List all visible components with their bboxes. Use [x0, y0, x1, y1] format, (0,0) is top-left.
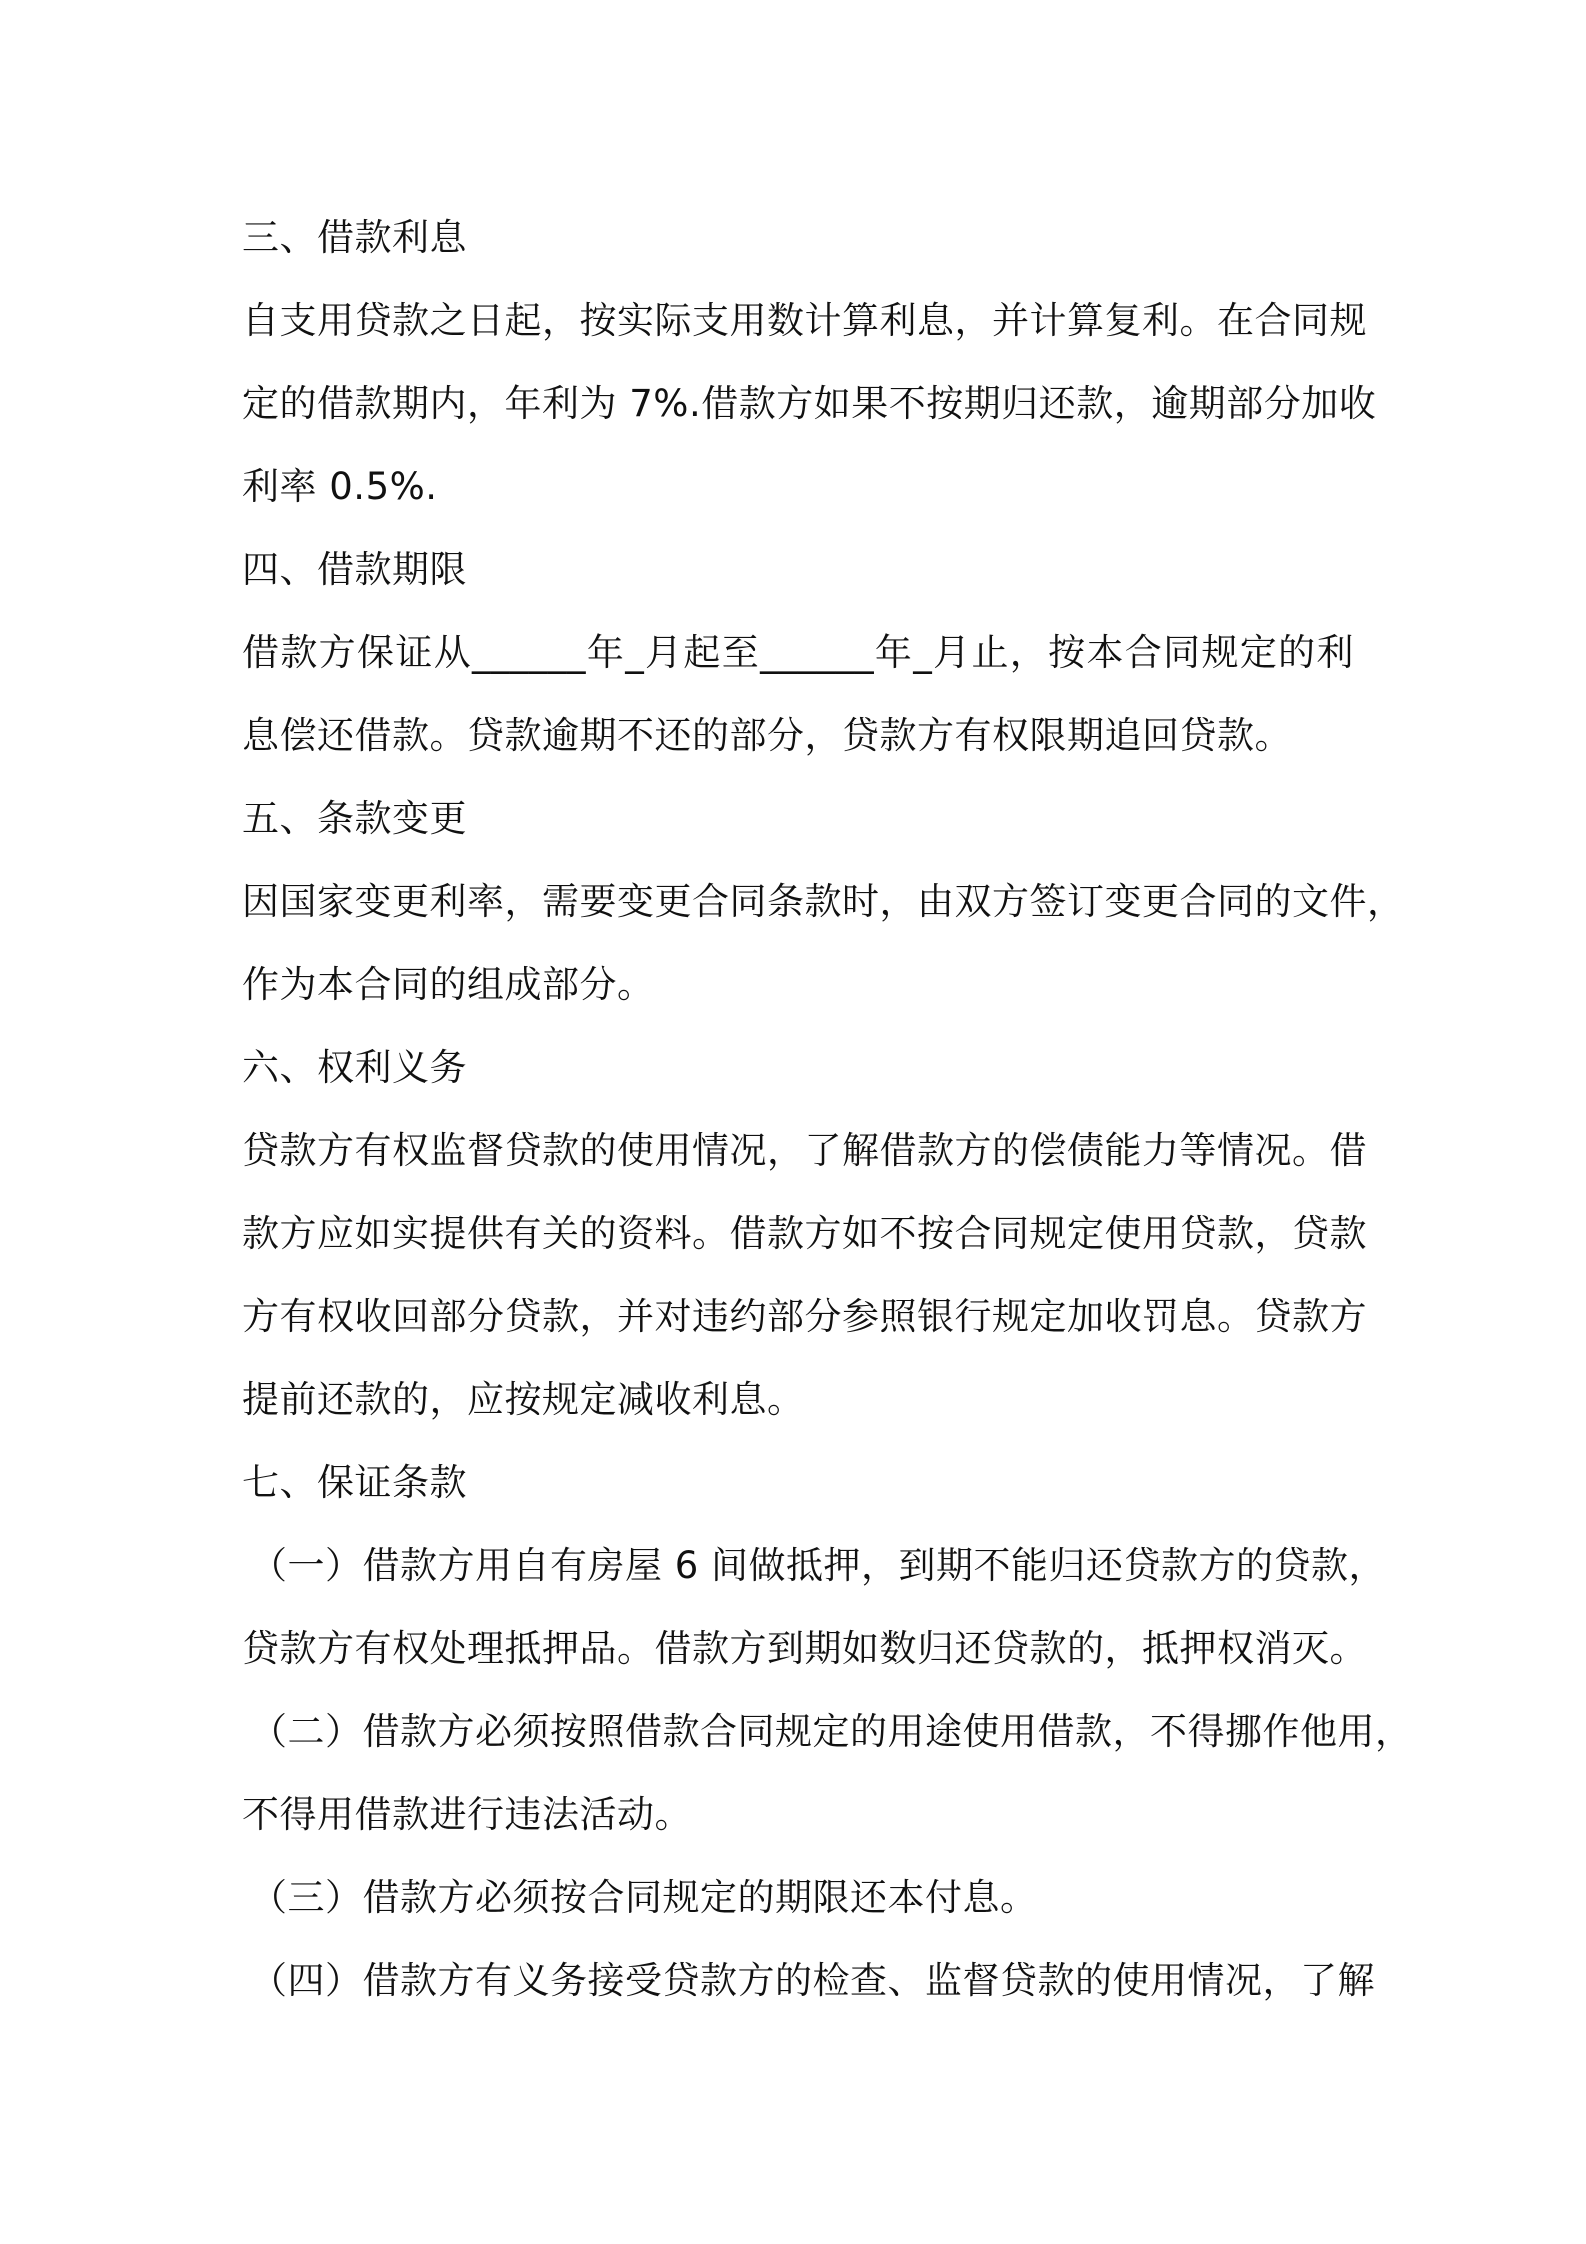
paragraph-line: （一）借款方用自有房屋 6 间做抵押，到期不能归还贷款方的贷款， [250, 1544, 1387, 1587]
paragraph-line: 定的借款期内，年利为 7%.借款方如果不按期归还款，逾期部分加收 [242, 382, 1377, 425]
paragraph-line: （二）借款方必须按照借款合同规定的用途使用借款，不得挪作他用， [250, 1710, 1413, 1753]
section-heading-amendment: 五、条款变更 [242, 797, 467, 840]
paragraph-line: 款方应如实提供有关的资料。借款方如不按合同规定使用贷款，贷款 [242, 1212, 1367, 1255]
paragraph-line: （四）借款方有义务接受贷款方的检查、监督贷款的使用情况，了解 [250, 1959, 1375, 2002]
paragraph-line: 贷款方有权处理抵押品。借款方到期如数归还贷款的，抵押权消灭。 [242, 1627, 1367, 1670]
section-heading-rights: 六、权利义务 [242, 1046, 467, 1089]
paragraph-line: 贷款方有权监督贷款的使用情况，了解借款方的偿债能力等情况。借 [242, 1129, 1367, 1172]
paragraph-line: 利率 0.5%. [242, 465, 438, 508]
paragraph-line: 借款方保证从______年_月起至______年_月止，按本合同规定的利 [242, 631, 1354, 674]
paragraph-line: 息偿还借款。贷款逾期不还的部分，贷款方有权限期追回贷款。 [242, 714, 1292, 757]
section-heading-term: 四、借款期限 [242, 548, 467, 591]
paragraph-line: 提前还款的，应按规定减收利息。 [242, 1378, 805, 1421]
section-heading-interest: 三、借款利息 [242, 216, 467, 259]
paragraph-line: 方有权收回部分贷款，并对违约部分参照银行规定加收罚息。贷款方 [242, 1295, 1367, 1338]
document-body [242, 196, 1413, 2022]
paragraph-line: 自支用贷款之日起，按实际支用数计算利息，并计算复利。在合同规 [242, 299, 1367, 342]
section-heading-guarantee: 七、保证条款 [242, 1461, 467, 1504]
paragraph-line: 作为本合同的组成部分。 [242, 963, 655, 1006]
paragraph-line: 不得用借款进行违法活动。 [242, 1793, 692, 1836]
paragraph-line: （三）借款方必须按合同规定的期限还本付息。 [250, 1876, 1038, 1919]
paragraph-line: 因国家变更利率，需要变更合同条款时，由双方签订变更合同的文件， [242, 880, 1405, 923]
